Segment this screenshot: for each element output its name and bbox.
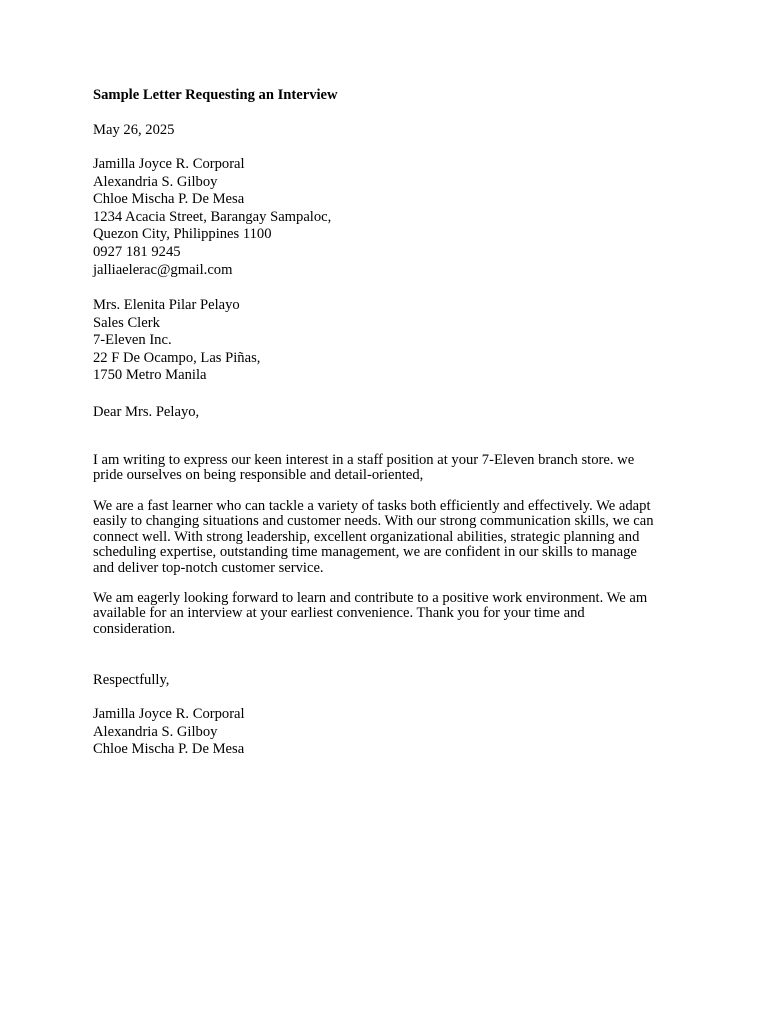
salutation: Dear Mrs. Pelayo, [93, 404, 200, 420]
sender-email: jalliaelerac@gmail.com [93, 261, 233, 278]
recipient-block [93, 297, 260, 385]
sender-line: Jamilla Joyce R. Corporal [93, 156, 245, 172]
recipient-line: 1750 Metro Manila [93, 367, 207, 384]
body-paragraph: We are a fast learner who can tackle a variety of tasks both efficiently and effectively. We adapt easily to changing situations and customer needs. With our strong communication skills, we can connect well. With strong leadership, excellent organizational abilities, strategic planning and scheduling expertise, outstanding time management, we are confident in our skills to manage and deliver top-notch customer service. [93, 498, 654, 576]
letter-date: May 26, 2025 [93, 122, 175, 138]
signature-block [93, 706, 245, 759]
sender-line: 0927 181 9245 [93, 243, 181, 260]
recipient-line: 7-Eleven Inc. [93, 332, 172, 349]
signer-name: Chloe Mischa P. De Mesa [93, 741, 245, 758]
sender-line: Alexandria S. Gilboy [93, 173, 218, 190]
recipient-line: Sales Clerk [93, 314, 160, 331]
recipient-line: Mrs. Elenita Pilar Pelayo [93, 297, 240, 313]
recipient-line: 22 F De Ocampo, Las Piñas, [93, 349, 261, 366]
sender-block [93, 156, 331, 279]
closing: Respectfully, [93, 672, 170, 688]
signer-name: Jamilla Joyce R. Corporal [93, 706, 245, 722]
body-paragraph: I am writing to express our keen interest in a staff position at your 7-Eleven branch store. we pride ourselves on being responsible and detail-oriented, [93, 452, 635, 484]
letter-title: Sample Letter Requesting an Interview [93, 87, 338, 103]
sender-line: 1234 Acacia Street, Barangay Sampaloc, [93, 208, 332, 225]
sender-line: Quezon City, Philippines 1100 [93, 226, 272, 243]
signer-name: Alexandria S. Gilboy [93, 723, 218, 740]
sender-line: Chloe Mischa P. De Mesa [93, 191, 245, 208]
letter-page [93, 86, 663, 758]
body-paragraph: We am eagerly looking forward to learn and contribute to a positive work environment. We am available for an interview at your earliest convenience. Thank you for your time and consideration. [93, 590, 648, 637]
